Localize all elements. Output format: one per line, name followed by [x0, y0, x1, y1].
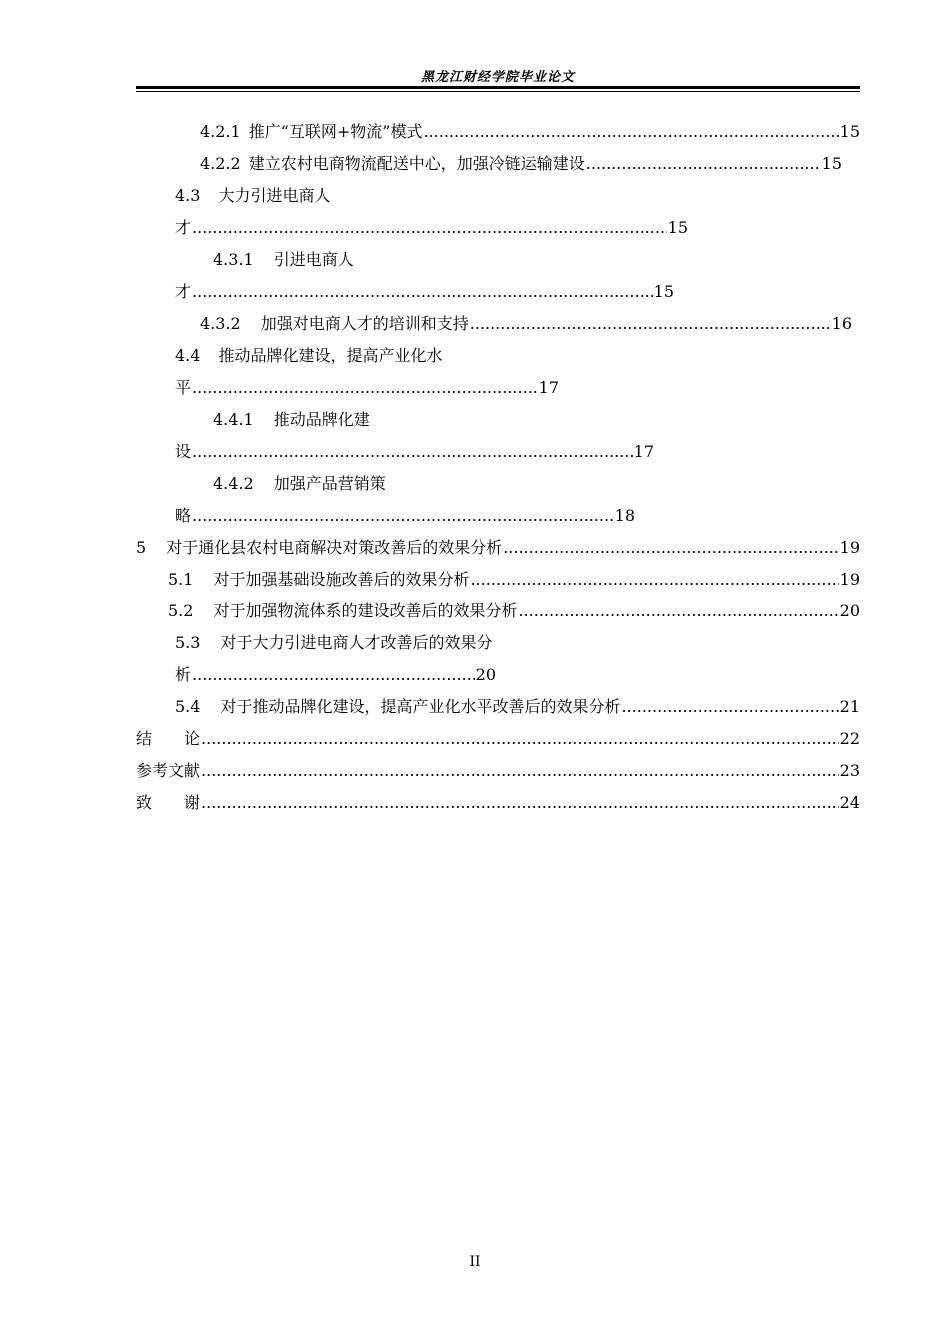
toc-entry-4-4-2-line1[interactable] — [213, 474, 386, 494]
toc-title: 对于加强物流体系的建设改善后的效果分析 — [213, 601, 518, 620]
toc-page: 20 — [839, 601, 860, 620]
toc-leader — [424, 122, 839, 142]
toc-leader — [621, 697, 838, 717]
toc-number: 4.2.1 — [200, 122, 241, 141]
toc-leader — [503, 538, 838, 558]
toc-entry-5-4[interactable] — [175, 697, 860, 717]
toc-title: 推广“互联网+物流”模式 — [248, 122, 423, 141]
toc-page: 15 — [839, 122, 860, 141]
toc-page: 23 — [839, 761, 860, 780]
toc-number: 4.2.2 — [200, 154, 241, 173]
toc-entry-4-3-line1[interactable] — [175, 186, 330, 206]
toc-entry-4-2-1[interactable] — [200, 122, 860, 142]
toc-title: 结 论 — [136, 729, 201, 748]
toc-title-cont: 才 — [175, 282, 192, 301]
toc-entry-4-4-line1[interactable] — [175, 346, 442, 366]
toc-entry-acknowledgements[interactable] — [136, 793, 860, 813]
toc-leader — [201, 793, 839, 813]
toc-page: 15 — [821, 154, 842, 173]
toc-entry-4-3-line2[interactable] — [175, 218, 688, 238]
toc-number: 5.4 — [175, 697, 201, 716]
toc-leader — [192, 378, 538, 398]
toc-title: 推动品牌化建设，提高产业化水 — [218, 346, 443, 365]
toc-entry-4-4-1-line1[interactable] — [213, 410, 370, 430]
toc-title: 建立农村电商物流配送中心，加强冷链运输建设 — [248, 154, 585, 173]
toc-number: 4.3.1 — [213, 250, 254, 269]
toc-leader — [201, 761, 839, 781]
toc-entry-references[interactable] — [136, 761, 860, 781]
toc-entry-5-3-line2[interactable] — [175, 665, 496, 685]
toc-leader — [518, 601, 838, 621]
toc-page: 19 — [839, 538, 860, 557]
toc-page: 19 — [839, 570, 860, 589]
toc-leader — [201, 729, 839, 749]
header-rule-thick — [136, 86, 860, 89]
toc-title: 对于通化县农村电商解决对策改善后的效果分析 — [166, 538, 503, 557]
toc-entry-4-4-line2[interactable] — [175, 378, 559, 398]
toc-entry-4-4-1-line2[interactable] — [175, 442, 654, 462]
header-rule-thin — [136, 91, 860, 92]
toc-title: 推动品牌化建 — [273, 410, 370, 429]
toc-entry-4-4-2-line2[interactable] — [175, 506, 635, 526]
toc-leader — [470, 570, 838, 590]
toc-title: 参考文献 — [136, 761, 201, 780]
toc-leader — [192, 218, 667, 238]
toc-entry-5-1[interactable] — [168, 570, 860, 590]
toc-leader — [192, 506, 614, 526]
toc-number: 5.2 — [168, 601, 194, 620]
footer-page-number: II — [469, 1254, 481, 1270]
toc-number: 4.3.2 — [200, 314, 241, 333]
toc-title: 加强产品营销策 — [273, 474, 386, 493]
toc-page: 17 — [538, 378, 559, 397]
toc-entry-4-3-2[interactable] — [200, 314, 852, 334]
toc-title: 引进电商人 — [273, 250, 354, 269]
toc-number: 4.4.1 — [213, 410, 254, 429]
toc-number: 5.3 — [175, 633, 201, 652]
toc-title: 对于加强基础设施改善后的效果分析 — [213, 570, 470, 589]
toc-number: 5.1 — [168, 570, 194, 589]
toc-leader — [192, 665, 475, 685]
toc-title: 致 谢 — [136, 793, 201, 812]
toc-number: 4.4.2 — [213, 474, 254, 493]
toc-page: 15 — [667, 218, 688, 237]
toc-leader — [192, 282, 653, 302]
toc-number: 4.4 — [175, 346, 201, 365]
toc-title-cont: 才 — [175, 218, 192, 237]
toc-title-cont: 析 — [175, 665, 192, 684]
toc-title-cont: 设 — [175, 442, 192, 461]
toc-title: 对于大力引进电商人才改善后的效果分 — [220, 633, 493, 652]
header-title: 黑龙江财经学院毕业论文 — [420, 70, 575, 85]
toc-title: 对于推动品牌化建设，提高产业化水平改善后的效果分析 — [220, 697, 621, 716]
toc-entry-4-3-1-line1[interactable] — [213, 250, 354, 270]
toc-entry-5[interactable] — [136, 538, 860, 558]
toc-page: 18 — [614, 506, 635, 525]
toc-page: 21 — [839, 697, 860, 716]
toc-title-cont: 平 — [175, 378, 192, 397]
toc-page: 16 — [831, 314, 852, 333]
toc-title: 大力引进电商人 — [218, 186, 331, 205]
toc-title-cont: 略 — [175, 506, 192, 525]
toc-title: 加强对电商人才的培训和支持 — [260, 314, 469, 333]
toc-page: 17 — [633, 442, 654, 461]
toc-number: 5 — [136, 538, 147, 557]
toc-entry-4-3-1-line2[interactable] — [175, 282, 674, 302]
toc-entry-conclusion[interactable] — [136, 729, 860, 749]
toc-entry-5-2[interactable] — [168, 601, 860, 621]
toc-number: 4.3 — [175, 186, 201, 205]
toc-entry-4-2-2[interactable] — [200, 154, 842, 174]
toc-leader — [586, 154, 821, 174]
toc-leader — [192, 442, 633, 462]
toc-page: 24 — [839, 793, 860, 812]
toc-entry-5-3-line1[interactable] — [175, 633, 492, 653]
toc-page: 20 — [475, 665, 496, 684]
toc-page: 15 — [653, 282, 674, 301]
toc-leader — [470, 314, 831, 334]
toc-page: 22 — [839, 729, 860, 748]
